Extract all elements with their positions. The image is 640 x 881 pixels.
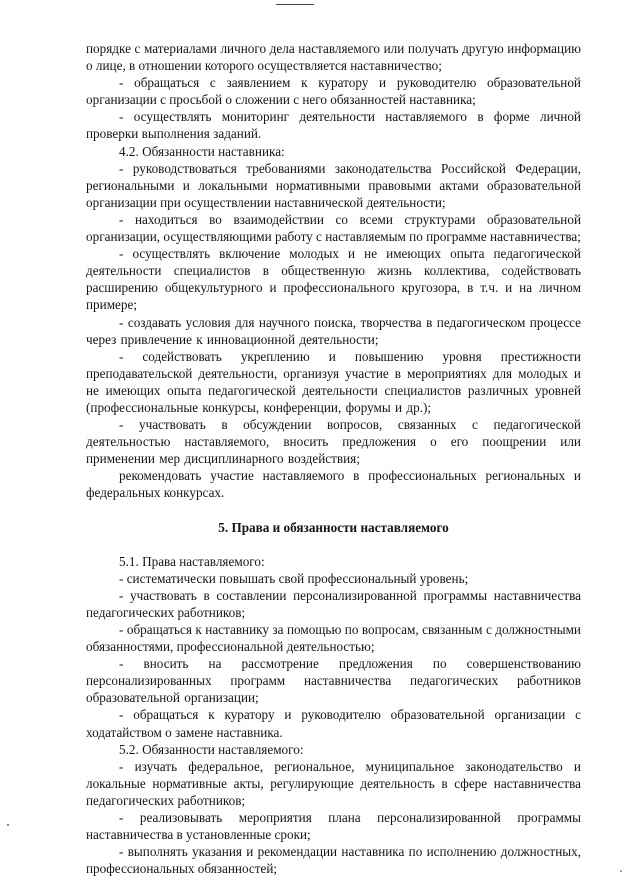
paragraph: - реализовывать мероприятия плана персонализированной программы наставничества в установленные сроки; [86,810,581,843]
paragraph: - содействовать укреплению и повышению уровня престижности преподавательской деятельности, организуя участие в мероприятиях для молодых и не имеющих опыта педагогической деятельности специалистов различных уровней (профессиональные конкурсы, конференции, форумы и др.); [86,348,581,415]
paragraph: - создавать условия для научного поиска, творчества в педагогическом процессе через привлечение к инновационной деятельности; [86,314,581,347]
scan-mark [276,4,314,5]
paragraph: 5.1. Права наставляемого: [119,553,265,569]
paragraph: - вносить на рассмотрение предложения по совершенствованию персонализированных программ наставничества педагогических работников образовательной организации; [86,656,581,706]
paragraph: - изучать федеральное, региональное, муниципальное законодательство и локальные нормативные акты, регулирующие деятельность в сфере наставничества педагогических работников; [86,758,581,808]
paragraph: - руководствоваться требованиями законодательства Российской Федерации, региональными и локальными нормативными правовыми актами образовательной организации при осуществлении наставнической деятельности; [86,160,581,210]
paragraph: - участвовать в обсуждении вопросов, связанных с педагогической деятельностью наставляемого, вносить предложения о его поощрении или применении мер дисциплинарного воздействия; [86,417,581,467]
paragraph: - осуществлять мониторинг деятельности наставляемого в форме личной проверки выполнения заданий. [86,109,581,142]
section-heading: 5. Права и обязанности наставляемого [218,519,449,535]
paragraph: - обращаться к наставнику за помощью по вопросам, связанным с должностными обязанностями, профессиональной деятельностью; [86,622,581,655]
paragraph: 5.2. Обязанности наставляемого: [119,741,304,757]
paragraph: - систематически повышать свой профессиональный уровень; [119,570,469,586]
paragraph: - участвовать в составлении персонализированной программы наставничества педагогических работников; [86,587,581,620]
paragraph: порядке с материалами личного дела наставляемого или получать другую информацию о лице, в отношении которого осуществляется наставничество; [86,41,581,74]
paragraph: - осуществлять включение молодых и не имеющих опыта педагогической деятельности специалистов в общественную жизнь коллектива, содействовать расширению общекультурного и профессионального кругозора, в т.ч. и на личном примере; [86,246,581,313]
paragraph: - выполнять указания и рекомендации наставника по исполнению должностных, профессиональных обязанностей; [86,844,581,877]
scan-speck [620,870,622,872]
paragraph: - находиться во взаимодействии со всеми структурами образовательной организации, осуществляющими работу с наставляемым по программе наставничества; [86,211,581,245]
document-page [86,40,581,877]
paragraph: - обращаться к куратору и руководителю образовательной организации с ходатайством о замене наставника. [86,707,581,740]
paragraph: рекомендовать участие наставляемого в профессиональных региональных и федеральных конкурсах. [86,468,581,501]
scan-speck [7,824,9,826]
paragraph: - обращаться с заявлением к куратору и руководителю образовательной организации с просьбой о сложении с него обязанностей наставника; [86,75,581,108]
paragraph: 4.2. Обязанности наставника: [119,143,285,159]
